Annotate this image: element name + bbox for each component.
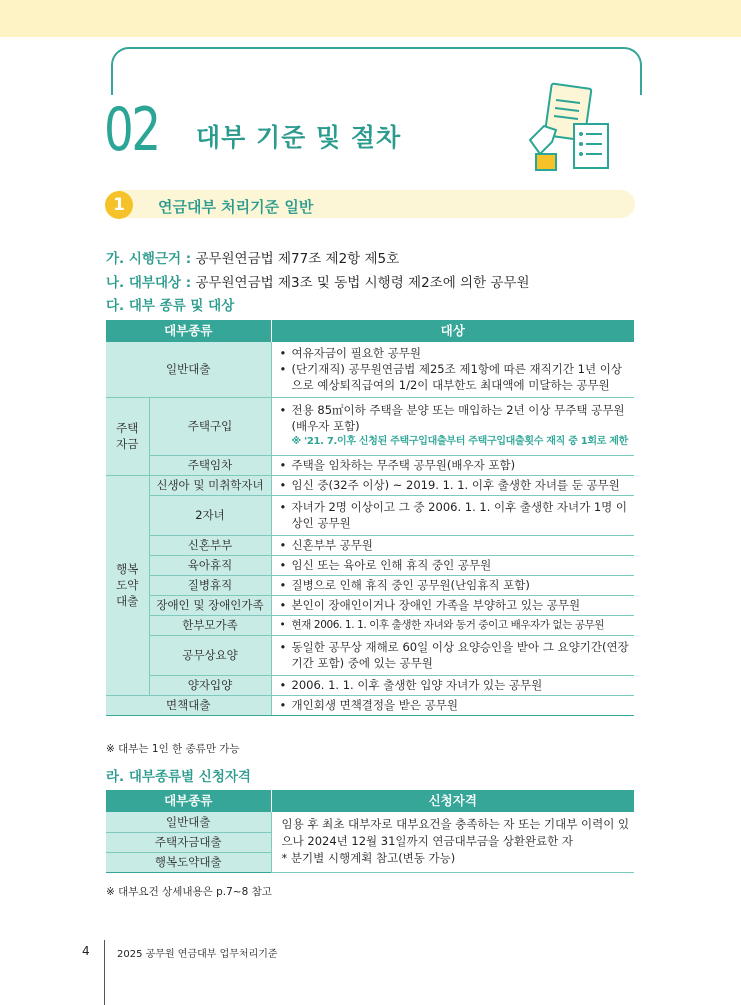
qualification-note: * 분기별 시행계획 참고(변동 가능) [281, 851, 456, 866]
group-category: 주택 자금 [106, 397, 149, 475]
row-category: 주택임차 [149, 455, 271, 475]
restriction-note: ※ '21. 7.이후 신청된 주택구입대출부터 주택구입대출횟수 재직 중 1회로 제한 [291, 436, 629, 447]
group-category: 행복 도약 대출 [106, 475, 149, 695]
table-row [106, 812, 634, 832]
row-category: 신생아 및 미취학자녀 [149, 475, 271, 495]
row-category: 양자입양 [149, 675, 271, 695]
table-row: 신혼부부 • 신혼부부 공무원 [106, 535, 634, 555]
table-row: 육아휴직 • 임신 또는 육아로 인해 휴직 중인 공무원 [106, 555, 634, 575]
row-category: 공무상요양 [149, 635, 271, 675]
section-number-badge: 1 [105, 191, 133, 219]
row-category: 장애인 및 장애인가족 [149, 595, 271, 615]
table-row: 장애인 및 장애인가족 • 본인이 장애인이거나 장애인 가족을 부양하고 있는 공무원 [106, 595, 634, 615]
chapter-title: 대부 기준 및 절차 [196, 123, 402, 152]
row-category: 일반대출 [106, 342, 271, 397]
loan-types-table [106, 320, 634, 716]
row-category: 2자녀 [149, 495, 271, 535]
table-row: 행복 도약 대출 신생아 및 미취학자녀 • 임신 중(32주 이상) ~ 2019. 1. 1. 이후 출생한 자녀를 둔 공무원 [106, 475, 634, 495]
item-legal-basis: 가. 시행근거 : 공무원연금법 제77조 제2항 제5호 [106, 251, 400, 267]
table2-footnote: ※ 대부요건 상세내용은 p.7~8 참고 [106, 886, 272, 898]
table-row: 2자녀 • 자녀가 2명 이상이고 그 중 2006. 1. 1. 이후 출생한 자녀가 1명 이상인 공무원 [106, 495, 634, 535]
row-category: 행복도약대출 [106, 852, 271, 872]
section-title: 연금대부 처리기준 일반 [158, 198, 314, 216]
item-loan-target: 나. 대부대상 : 공무원연금법 제3조 및 동법 시행령 제2조에 의한 공무원 [106, 275, 530, 291]
footer-doc-title: 2025 공무원 연금대부 업무처리기준 [117, 949, 278, 960]
table-row: 양자입양 • 2006. 1. 1. 이후 출생한 입양 자녀가 있는 공무원 [106, 675, 634, 695]
table-row: 한부모가족 • 현재 2006. 1. 1. 이후 출생한 자녀와 동거 중이고 배우자가 없는 공무원 [106, 615, 634, 635]
row-category: 한부모가족 [149, 615, 271, 635]
chapter-number: 02 [104, 95, 159, 165]
row-category: 신혼부부 [149, 535, 271, 555]
page-number: 4 [82, 944, 90, 958]
row-category: 주택구입 [149, 397, 271, 455]
document-checklist-icon [522, 82, 614, 176]
table-row: 주택 자금 주택구입 • 전용 85㎡이하 주택을 분양 또는 매입하는 2년 이상 무주택 공무원(배우자 포함) ※ '21. 7.이후 신청된 주택구입대출부터 주택구입대출횟수 재직 중 1회로 제한 [106, 397, 634, 455]
table-header: 대부종류 [106, 790, 271, 812]
table-row: 면책대출 • 개인회생 면책결정을 받은 공무원 [106, 695, 634, 715]
row-category: 육아휴직 [149, 555, 271, 575]
qualification-table [106, 790, 634, 873]
row-category: 면책대출 [106, 695, 271, 715]
table-row: 주택임차 • 주택을 임차하는 무주택 공무원(배우자 포함) [106, 455, 634, 475]
row-category: 질병휴직 [149, 575, 271, 595]
top-color-band [0, 0, 741, 37]
table-row: 일반대출 • 여유자금이 필요한 공무원 • (단기재직) 공무원연금법 제25조 제1항에 따른 재직기간 1년 이상으로 예상퇴직급여의 1/2이 대부한도 최대액에 미달하는 공무원 [106, 342, 634, 397]
table-header: 신청자격 [271, 790, 634, 812]
table-header: 대상 [271, 320, 634, 342]
footer-divider [104, 940, 105, 1005]
table-header: 대부종류 [106, 320, 271, 342]
subhead-loan-types: 다. 대부 종류 및 대상 [106, 298, 235, 314]
subhead-qualifications: 라. 대부종류별 신청자격 [106, 769, 251, 785]
row-category: 일반대출 [106, 812, 271, 832]
qualification-text: 임용 후 최초 대부자로 대부요건을 충족하는 자 또는 기대부 이력이 있으나 2024년 12월 31일까지 연금대부금을 상환완료한 자 [281, 817, 630, 849]
table1-footnote: ※ 대부는 1인 한 종류만 가능 [106, 743, 240, 755]
row-category: 주택자금대출 [106, 832, 271, 852]
table-row: 질병휴직 • 질병으로 인해 휴직 중인 공무원(난임휴직 포함) [106, 575, 634, 595]
table-row: 공무상요양 • 동일한 공무상 재해로 60일 이상 요양승인을 받아 그 요양기간(연장기간 포함) 중에 있는 공무원 [106, 635, 634, 675]
